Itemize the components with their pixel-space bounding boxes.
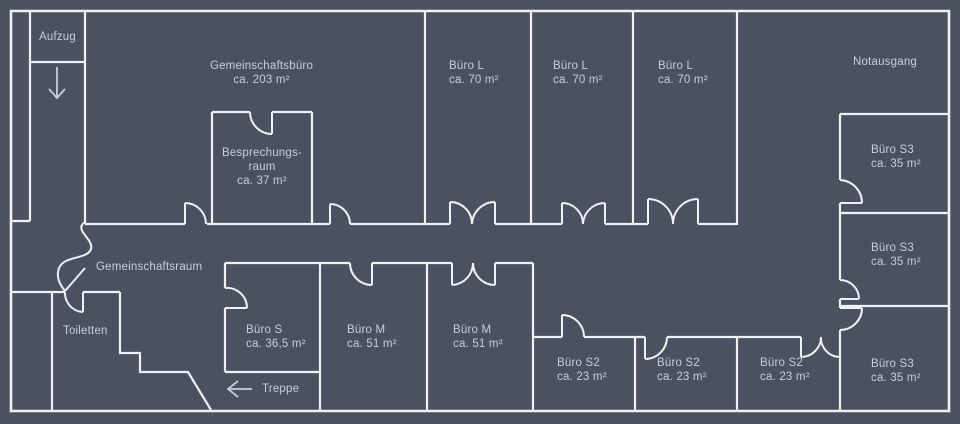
room-label-buero-m-1: Büro M ca. 51 m² [347,324,397,350]
room-label-toiletten: Toiletten [63,325,108,337]
room-label-gemeinschaftsbuero: Gemeinschaftsbüro ca. 203 m² [209,60,314,86]
room-label-notausgang: Notausgang [853,56,918,68]
room-label-buero-s3-1: Büro S3 ca. 35 m² [871,144,921,170]
room-label-buero-s: Büro S ca. 36,5 m² [246,324,306,350]
room-label-buero-l-3: Büro L ca. 70 m² [658,60,708,86]
room-label-buero-l-2: Büro L ca. 70 m² [553,60,603,86]
down-arrow-icon [49,67,65,98]
stairs-label-treppe: Treppe [262,383,300,395]
left-arrow-icon [228,381,252,397]
room-label-buero-m-2: Büro M ca. 51 m² [453,324,503,350]
door-swings [58,112,862,359]
room-label-buero-s3-2: Büro S3 ca. 35 m² [871,242,921,268]
room-label-buero-l-1: Büro L ca. 70 m² [449,60,499,86]
room-label-buero-s2-2: Büro S2 ca. 23 m² [657,357,707,383]
room-label-buero-s2-1: Büro S2 ca. 23 m² [557,357,607,383]
room-label-buero-s3-3: Büro S3 ca. 35 m² [871,358,921,384]
room-label-aufzug: Aufzug [38,31,76,43]
room-label-buero-s2-3: Büro S2 ca. 23 m² [760,357,810,383]
room-label-besprechungsraum: Besprechungs- raum ca. 37 m² [222,147,302,187]
room-label-gemeinschaftsraum: Gemeinschaftsraum [96,261,203,273]
